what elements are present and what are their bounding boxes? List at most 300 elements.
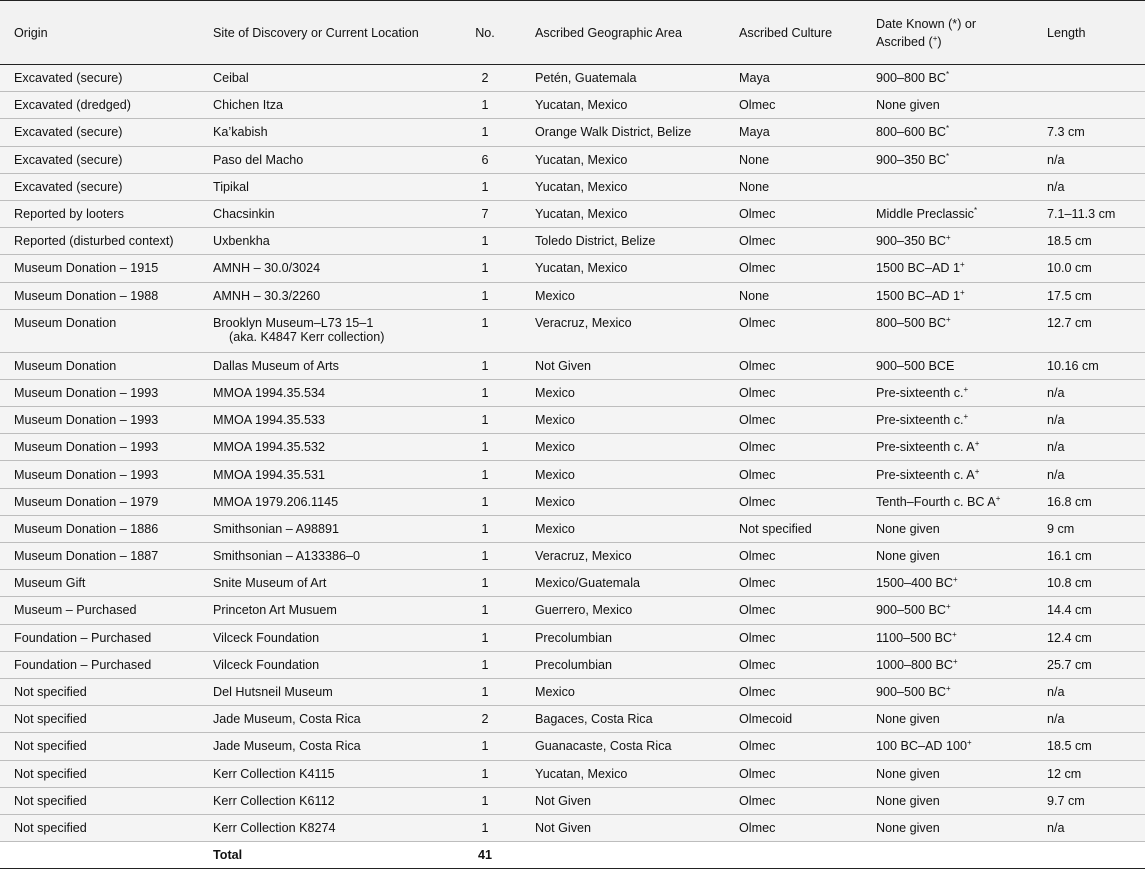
date-cell [862,379,1033,406]
date-text: None given [876,820,940,835]
table-row [0,787,1145,814]
count-cell: 1 [481,385,489,400]
site-cell [199,570,449,597]
origin-cell: Not specified [14,793,87,808]
area-cell: Guanacaste, Costa Rica [535,739,672,754]
date-text: 100 BC–AD 100 [876,739,968,754]
culture-cell: Olmec [739,261,776,276]
table-row [0,488,1145,515]
length-cell: 18.5 cm [1047,739,1092,754]
origin-cell: Museum Donation – 1886 [14,521,159,536]
date-text: None given [876,521,940,536]
date-mark: * [946,124,950,134]
length-cell: n/a [1047,385,1065,400]
length-cell: n/a [1047,712,1065,727]
area-cell: Yucatan, Mexico [535,261,628,276]
origin-cell: Excavated (secure) [14,125,123,140]
table-row [0,597,1145,624]
date-mark: + [946,233,951,243]
count-cell: 1 [481,685,489,700]
site-text: Smithsonian – A133386–0 [213,549,361,564]
site-text: Kerr Collection K4115 [213,766,335,781]
date-mark: + [952,629,957,639]
culture-cell: Olmec [739,440,776,455]
header-site: Site of Discovery or Current Location [213,25,419,40]
site-cell [199,92,449,119]
date-cell [862,733,1033,760]
count-cell: 1 [481,467,489,482]
date-text: 800–600 BC [876,125,947,140]
site-cell [199,173,449,200]
total-empty-culture [725,842,862,869]
date-mark: * [973,206,978,216]
date-text: Tenth–Fourth c. BC A [876,494,996,509]
area-cell: Mexico [535,467,575,482]
length-cell: n/a [1047,179,1065,194]
origin-cell: Reported (disturbed context) [14,234,174,249]
area-cell: Not Given [535,820,591,835]
site-text: Ka’kabish [213,125,268,140]
site-cell [199,434,449,461]
site-cell [199,146,449,173]
origin-cell: Excavated (secure) [14,152,123,167]
count-cell: 1 [481,549,489,564]
count-cell: 1 [481,603,489,618]
table-row [0,760,1145,787]
site-text: Brooklyn Museum–L73 15–1 [213,315,374,330]
length-cell: 17.5 cm [1047,288,1092,303]
date-text: None given [876,766,940,781]
origin-cell: Not specified [14,739,87,754]
header-date-sup: + [932,33,938,43]
date-text: None given [876,98,940,113]
date-text: 900–500 BC [876,685,947,700]
table-row [0,624,1145,651]
date-cell [862,760,1033,787]
area-cell: Guerrero, Mexico [535,603,633,618]
header-date [862,1,1033,65]
total-empty-date [862,842,1033,869]
culture-cell: Olmec [739,630,776,645]
area-cell: Mexico/Guatemala [535,576,640,591]
date-text: 1500 BC–AD 1 [876,261,961,276]
header-date-line2: Ascribed ( [876,34,933,49]
date-text: 1500–400 BC [876,576,954,591]
date-mark: + [974,439,980,449]
date-cell [862,173,1033,200]
date-cell [862,352,1033,379]
table-row [0,678,1145,705]
date-cell [862,119,1033,146]
area-cell: Mexico [535,494,575,509]
date-text: None given [876,793,940,808]
origin-cell: Museum Donation – 1915 [14,261,159,276]
origin-cell: Reported by looters [14,207,124,222]
origin-cell: Museum Donation – 1993 [14,385,159,400]
area-cell: Yucatan, Mexico [535,98,628,113]
length-cell: 12 cm [1047,766,1082,781]
origin-cell: Museum – Purchased [14,603,137,618]
count-cell: 1 [481,820,489,835]
count-cell: 1 [481,98,489,113]
site-cell [199,733,449,760]
site-cell [199,461,449,488]
total-empty-length [1033,842,1145,869]
count-cell: 1 [481,234,489,249]
date-text: Pre-sixteenth c. A [876,467,975,482]
date-text: 900–350 BC [876,234,947,249]
area-cell: Toledo District, Belize [535,234,656,249]
date-text: Middle Preclassic [876,207,974,222]
date-cell [862,461,1033,488]
culture-cell: Olmec [739,358,776,373]
site-text: Snite Museum of Art [213,576,327,591]
table-row [0,733,1145,760]
area-cell: Orange Walk District, Belize [535,125,692,140]
site-cell [199,407,449,434]
site-text: Kerr Collection K6112 [213,793,335,808]
date-text: 900–800 BC [876,71,947,86]
site-cell [199,760,449,787]
site-cell [199,309,449,352]
date-cell [862,434,1033,461]
table-row [0,706,1145,733]
culture-cell: Olmec [739,315,776,330]
length-cell: 12.7 cm [1047,315,1092,330]
site-text: Jade Museum, Costa Rica [213,739,361,754]
length-cell: 9 cm [1047,521,1075,536]
culture-cell: None [739,179,770,194]
culture-cell: Olmec [739,98,776,113]
table-row [0,379,1145,406]
site-text: MMOA 1994.35.532 [213,440,326,455]
table-row [0,352,1145,379]
total-row [0,842,1145,869]
total-empty-area [521,842,725,869]
culture-cell: Olmec [739,467,776,482]
table-row [0,309,1145,352]
date-text: 900–500 BCE [876,358,955,373]
site-text: Ceibal [213,71,249,86]
site-cell [199,515,449,542]
site-cell [199,488,449,515]
culture-cell: Olmec [739,549,776,564]
count-cell: 1 [481,125,489,140]
count-cell: 1 [481,766,489,781]
culture-cell: Olmec [739,494,776,509]
date-mark: + [974,466,980,476]
table-row [0,434,1145,461]
origin-cell: Museum Donation – 1988 [14,288,159,303]
culture-cell: None [739,288,770,303]
total-origin-cell [0,842,199,869]
date-cell [862,543,1033,570]
site-text: Vilceck Foundation [213,630,320,645]
header-culture: Ascribed Culture [739,25,833,40]
header-origin: Origin [14,25,48,40]
count-cell: 2 [481,712,489,727]
area-cell: Precolumbian [535,657,613,672]
site-cell [199,787,449,814]
length-cell: n/a [1047,820,1065,835]
area-cell: Mexico [535,385,575,400]
count-cell: 2 [481,71,489,86]
site-text: AMNH – 30.0/3024 [213,261,321,276]
date-cell [862,65,1033,92]
length-cell: 25.7 cm [1047,657,1092,672]
date-cell [862,255,1033,282]
total-value: 41 [477,848,492,863]
culture-cell: Maya [739,125,770,140]
count-cell: 1 [481,261,489,276]
date-mark: + [946,314,951,324]
length-cell: 10.8 cm [1047,576,1092,591]
area-cell: Precolumbian [535,630,613,645]
table-row [0,543,1145,570]
site-text: Vilceck Foundation [213,657,320,672]
origin-cell: Excavated (dredged) [14,98,131,113]
date-mark: + [953,656,958,666]
length-cell [1033,65,1145,92]
area-cell: Yucatan, Mexico [535,152,628,167]
length-cell: n/a [1047,440,1065,455]
count-cell: 1 [481,793,489,808]
culture-cell: None [739,152,770,167]
origin-cell: Not specified [14,766,87,781]
origin-cell: Not specified [14,820,87,835]
count-cell: 1 [481,413,489,428]
date-mark: + [960,287,965,297]
length-cell: 7.3 cm [1047,125,1085,140]
date-mark: + [953,575,958,585]
table-row [0,228,1145,255]
culture-cell: Olmec [739,739,776,754]
area-cell: Yucatan, Mexico [535,179,628,194]
length-cell: 7.1–11.3 cm [1047,207,1116,222]
origin-cell: Museum Donation [14,358,117,373]
count-cell: 6 [481,152,489,167]
date-text: Pre-sixteenth c. [876,385,964,400]
date-text: 1500 BC–AD 1 [876,288,961,303]
header-length: Length [1047,25,1086,40]
table-row [0,146,1145,173]
table-row [0,200,1145,227]
header-no: No. [475,25,495,40]
length-cell: n/a [1047,152,1065,167]
date-mark: + [963,384,969,394]
table-row [0,173,1145,200]
date-cell [862,407,1033,434]
area-cell: Petén, Guatemala [535,71,637,86]
site-cell [199,651,449,678]
origin-cell: Museum Donation – 1979 [14,494,159,509]
length-cell: 16.1 cm [1047,549,1092,564]
origin-cell: Not specified [14,685,87,700]
count-cell: 1 [481,288,489,303]
site-cell [199,706,449,733]
area-cell: Mexico [535,521,575,536]
origin-cell: Excavated (secure) [14,179,123,194]
length-cell: 9.7 cm [1047,793,1085,808]
date-text: 800–500 BC [876,315,947,330]
date-mark: + [995,493,1001,503]
count-cell: 1 [481,521,489,536]
date-mark: * [946,70,950,80]
date-cell [862,282,1033,309]
origin-cell: Museum Donation – 1887 [14,549,159,564]
length-cell: n/a [1047,685,1065,700]
date-cell [862,228,1033,255]
date-text: 900–500 BC [876,603,947,618]
culture-cell: Olmec [739,657,776,672]
site-text: MMOA 1994.35.531 [213,467,326,482]
table-row [0,92,1145,119]
count-cell: 1 [481,315,489,330]
table-row [0,570,1145,597]
site-cell [199,543,449,570]
date-mark: + [963,412,969,422]
origin-cell: Foundation – Purchased [14,630,152,645]
length-cell: n/a [1047,413,1065,428]
area-cell: Mexico [535,440,575,455]
site-cell [199,255,449,282]
site-text: MMOA 1979.206.1145 [213,494,339,509]
table-header-row [0,1,1145,65]
count-cell: 1 [481,576,489,591]
culture-cell: Olmec [739,793,776,808]
table-row [0,119,1145,146]
site-text: Chichen Itza [213,98,284,113]
culture-cell: Olmec [739,685,776,700]
table-row [0,651,1145,678]
site-text: Princeton Art Musuem [213,603,337,618]
length-cell: 10.0 cm [1047,261,1092,276]
site-text: Smithsonian – A98891 [213,521,340,536]
area-cell: Not Given [535,793,591,808]
site-text-secondary: (aka. K4847 Kerr collection) [229,329,385,344]
length-cell: 12.4 cm [1047,630,1092,645]
date-cell [862,787,1033,814]
culture-cell: Olmec [739,820,776,835]
site-text: AMNH – 30.3/2260 [213,288,321,303]
area-cell: Mexico [535,413,575,428]
count-cell: 1 [481,657,489,672]
table-row [0,255,1145,282]
site-text: Jade Museum, Costa Rica [213,712,361,727]
table-row [0,814,1145,841]
date-cell [862,309,1033,352]
culture-cell: Not specified [739,521,812,536]
site-text: MMOA 1994.35.534 [213,385,326,400]
site-cell [199,352,449,379]
table-row [0,282,1145,309]
header-area: Ascribed Geographic Area [535,25,683,40]
origin-cell: Not specified [14,712,87,727]
count-cell: 1 [481,630,489,645]
culture-cell: Olmec [739,234,776,249]
culture-cell: Olmec [739,207,776,222]
area-cell: Not Given [535,358,591,373]
date-mark: + [967,738,972,748]
site-text: Tipikal [213,179,249,194]
length-cell: 14.4 cm [1047,603,1092,618]
count-cell: 1 [481,440,489,455]
culture-cell: Olmec [739,603,776,618]
table-row [0,407,1145,434]
site-cell [199,65,449,92]
origin-cell: Museum Gift [14,576,86,591]
origin-cell: Museum Donation – 1993 [14,440,159,455]
table-body [0,65,1145,842]
count-cell: 1 [481,739,489,754]
table-row [0,65,1145,92]
date-cell [862,624,1033,651]
date-text: Pre-sixteenth c. [876,413,964,428]
count-cell: 7 [481,207,489,222]
site-cell [199,678,449,705]
site-text: Chacsinkin [213,207,275,222]
date-cell [862,814,1033,841]
date-mark: + [960,260,965,270]
count-cell: 1 [481,358,489,373]
table-row [0,461,1145,488]
date-cell [862,92,1033,119]
date-cell [862,651,1033,678]
area-cell: Bagaces, Costa Rica [535,712,653,727]
site-text: Paso del Macho [213,152,304,167]
area-cell: Yucatan, Mexico [535,207,628,222]
area-cell: Veracruz, Mexico [535,315,632,330]
date-text: 1100–500 BC [876,630,953,645]
date-cell [862,146,1033,173]
header-date-line1: Date Known (*) or [876,16,977,31]
count-cell: 1 [481,179,489,194]
date-text: 1000–800 BC [876,657,954,672]
site-cell [199,597,449,624]
site-cell [199,228,449,255]
date-cell [862,706,1033,733]
date-text: None given [876,712,940,727]
culture-cell: Olmec [739,413,776,428]
length-cell: 10.16 cm [1047,358,1099,373]
culture-cell: Olmec [739,385,776,400]
site-text: MMOA 1994.35.533 [213,413,326,428]
culture-cell: Olmecoid [739,712,793,727]
site-text: Del Hutsneil Museum [213,685,333,700]
area-cell: Yucatan, Mexico [535,766,628,781]
origin-cell: Foundation – Purchased [14,657,152,672]
site-text: Kerr Collection K8274 [213,820,336,835]
area-cell: Mexico [535,685,575,700]
culture-cell: Olmec [739,766,776,781]
site-cell [199,200,449,227]
date-cell [862,678,1033,705]
date-text: Pre-sixteenth c. A [876,440,975,455]
date-text: None given [876,549,940,564]
date-cell [862,597,1033,624]
site-cell [199,624,449,651]
site-cell [199,814,449,841]
site-cell [199,379,449,406]
date-mark: + [946,684,951,694]
date-cell [862,200,1033,227]
site-cell [199,282,449,309]
culture-cell: Olmec [739,576,776,591]
area-cell: Mexico [535,288,575,303]
table-row [0,515,1145,542]
length-cell: n/a [1047,467,1065,482]
date-cell [862,570,1033,597]
